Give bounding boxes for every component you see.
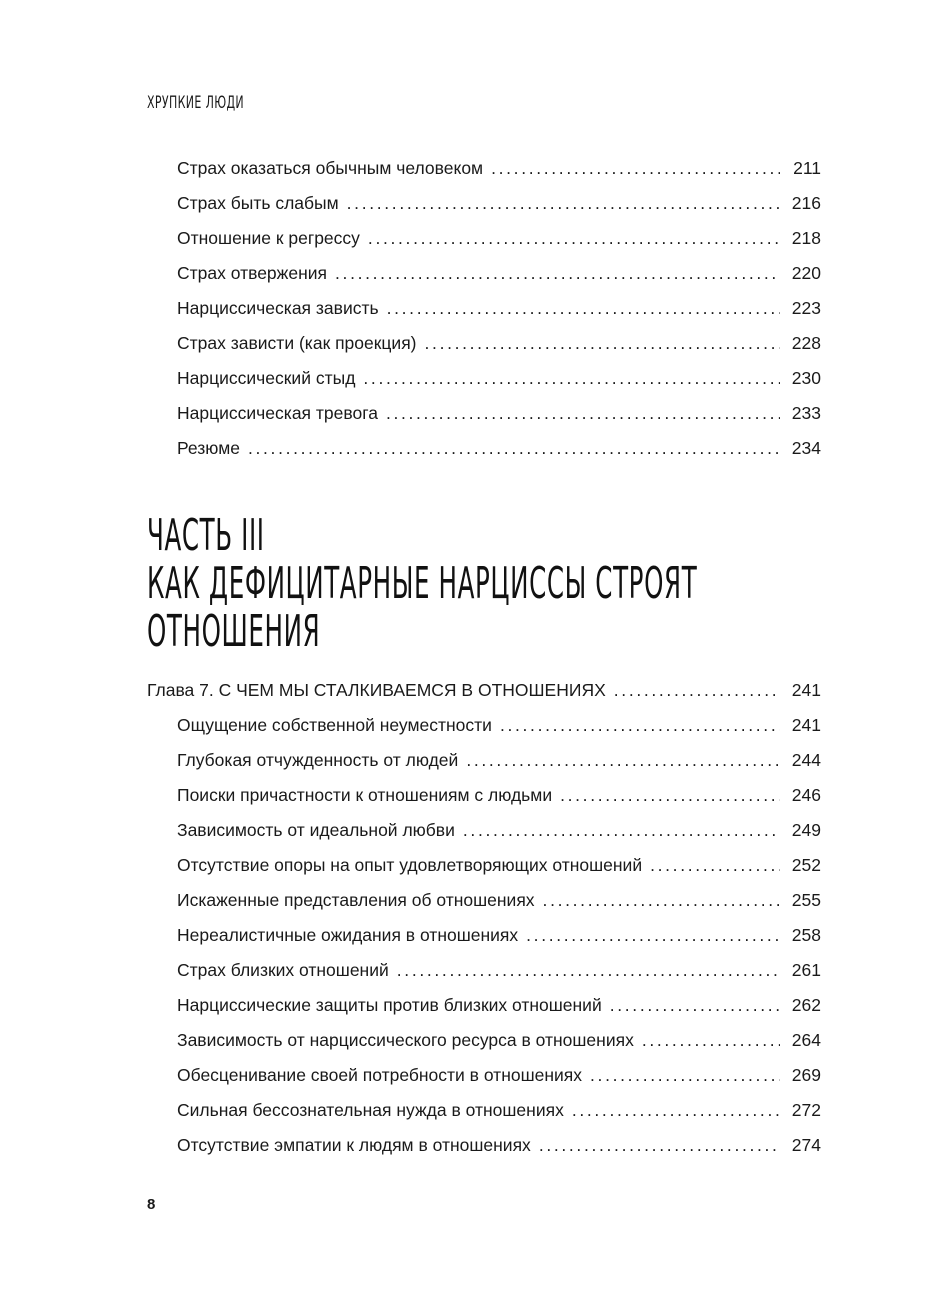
toc-entry-page: 234 xyxy=(791,438,821,458)
toc-entry xyxy=(0,743,928,778)
toc-entry-title: Страх оказаться обычным человеком xyxy=(177,158,484,178)
toc-entry-page: 216 xyxy=(791,193,821,213)
dot-leader xyxy=(347,186,780,221)
toc-entry-page: 223 xyxy=(791,298,821,318)
toc-entry-page: 249 xyxy=(791,820,821,840)
toc-entry xyxy=(0,326,928,361)
toc-entry-page: 230 xyxy=(791,368,821,388)
toc-entry-page: 272 xyxy=(791,1100,821,1120)
toc-entry xyxy=(0,396,928,431)
dot-leader xyxy=(614,673,780,708)
toc-entry-page: 220 xyxy=(791,263,821,283)
toc-entry-title: Искаженные представления об отношениях xyxy=(177,890,535,910)
toc-entry-title: Зависимость от идеальной любви xyxy=(177,820,455,840)
toc-entry xyxy=(0,291,928,326)
toc-entry-title: Отсутствие эмпатии к людям в отношениях xyxy=(177,1135,531,1155)
toc-entry xyxy=(0,953,928,988)
toc-entry-title: Обесценивание своей потребности в отношениях xyxy=(177,1065,583,1085)
toc-entry-title: Страх зависти (как проекция) xyxy=(177,333,417,353)
toc-entry-title: Нарциссическая зависть xyxy=(177,298,379,318)
dot-leader xyxy=(560,778,780,813)
toc-entry-title: Поиски причастности к отношениям с людьми xyxy=(177,785,553,805)
toc-entry-page: 264 xyxy=(791,1030,821,1050)
dot-leader xyxy=(363,361,780,396)
toc-entry xyxy=(0,778,928,813)
dot-leader xyxy=(610,988,780,1023)
toc-entry-page: 218 xyxy=(791,228,821,248)
part-heading-line: ОТНОШЕНИЯ xyxy=(147,606,321,657)
toc-chapter-entry xyxy=(0,673,928,708)
dot-leader xyxy=(491,151,780,186)
dot-leader xyxy=(466,743,780,778)
toc-entry xyxy=(0,918,928,953)
toc-entry-title: Сильная бессознательная нужда в отношениях xyxy=(177,1100,564,1120)
toc-entry xyxy=(0,256,928,291)
toc-entry-title: Страх близких отношений xyxy=(177,960,389,980)
toc-entry xyxy=(0,151,928,186)
toc-entry-page: 246 xyxy=(791,785,821,805)
toc-entry-page: 252 xyxy=(791,855,821,875)
toc-entry-page: 258 xyxy=(791,925,821,945)
toc-entry-title: Нарциссический стыд xyxy=(177,368,356,388)
toc-entry xyxy=(0,221,928,256)
toc-entry-page: 262 xyxy=(791,995,821,1015)
toc-entry-page: 228 xyxy=(791,333,821,353)
toc-entry xyxy=(0,1023,928,1058)
toc-entry-page: 244 xyxy=(791,750,821,770)
dot-leader xyxy=(572,1093,780,1128)
toc-entry-title: Страх быть слабым xyxy=(177,193,339,213)
dot-leader xyxy=(650,848,780,883)
toc-entry-title: Зависимость от нарциссического ресурса в отношениях xyxy=(177,1030,634,1050)
toc-entry-page: 211 xyxy=(793,158,821,178)
toc-entry-title: Резюме xyxy=(177,438,240,458)
toc-entry xyxy=(0,1128,928,1163)
part-heading-line: КАК ДЕФИЦИТАРНЫЕ НАРЦИССЫ СТРОЯТ xyxy=(147,558,698,609)
dot-leader xyxy=(543,883,780,918)
toc-entry xyxy=(0,1058,928,1093)
toc-entry xyxy=(0,708,928,743)
toc-entry-title: Страх отвержения xyxy=(177,263,328,283)
toc-entry-title: Нереалистичные ожидания в отношениях xyxy=(177,925,519,945)
toc-entry xyxy=(0,883,928,918)
part-heading xyxy=(147,512,697,656)
dot-leader xyxy=(642,1023,780,1058)
part-heading-line: ЧАСТЬ III xyxy=(147,510,265,561)
dot-leader xyxy=(539,1128,780,1163)
toc-entry-title: Глубокая отчужденность от людей xyxy=(177,750,459,770)
toc-entry xyxy=(0,848,928,883)
toc-entry-page: 274 xyxy=(791,1135,821,1155)
toc-entry-page: 261 xyxy=(791,960,821,980)
toc-entry xyxy=(0,988,928,1023)
toc-chapter-title: Глава 7. С ЧЕМ МЫ СТАЛКИВАЕМСЯ В ОТНОШЕНИЯХ xyxy=(147,680,606,700)
dot-leader xyxy=(500,708,780,743)
toc-entry xyxy=(0,1093,928,1128)
toc-entry-page: 241 xyxy=(791,715,821,735)
dot-leader xyxy=(335,256,780,291)
dot-leader xyxy=(397,953,780,988)
dot-leader xyxy=(387,291,780,326)
toc-entry xyxy=(0,361,928,396)
dot-leader xyxy=(526,918,780,953)
dot-leader xyxy=(590,1058,780,1093)
toc-entry-title: Отношение к регрессу xyxy=(177,228,360,248)
toc-entry-title: Нарциссические защиты против близких отношений xyxy=(177,995,602,1015)
page-number: 8 xyxy=(147,1196,156,1213)
toc-entry-title: Ощущение собственной неуместности xyxy=(177,715,492,735)
toc-entry xyxy=(0,186,928,221)
toc-entry-page: 233 xyxy=(791,403,821,423)
dot-leader xyxy=(248,431,780,466)
toc-chapter-page: 241 xyxy=(791,680,821,700)
toc-entry-title: Отсутствие опоры на опыт удовлетворяющих отношений xyxy=(177,855,643,875)
dot-leader xyxy=(386,396,780,431)
toc-entry-title: Нарциссическая тревога xyxy=(177,403,378,423)
dot-leader xyxy=(463,813,780,848)
dot-leader xyxy=(425,326,780,361)
toc-entry xyxy=(0,431,928,466)
running-head: ХРУПКИЕ ЛЮДИ xyxy=(147,93,245,113)
toc-entry xyxy=(0,813,928,848)
dot-leader xyxy=(368,221,780,256)
toc-entry-page: 255 xyxy=(791,890,821,910)
toc-entry-page: 269 xyxy=(791,1065,821,1085)
